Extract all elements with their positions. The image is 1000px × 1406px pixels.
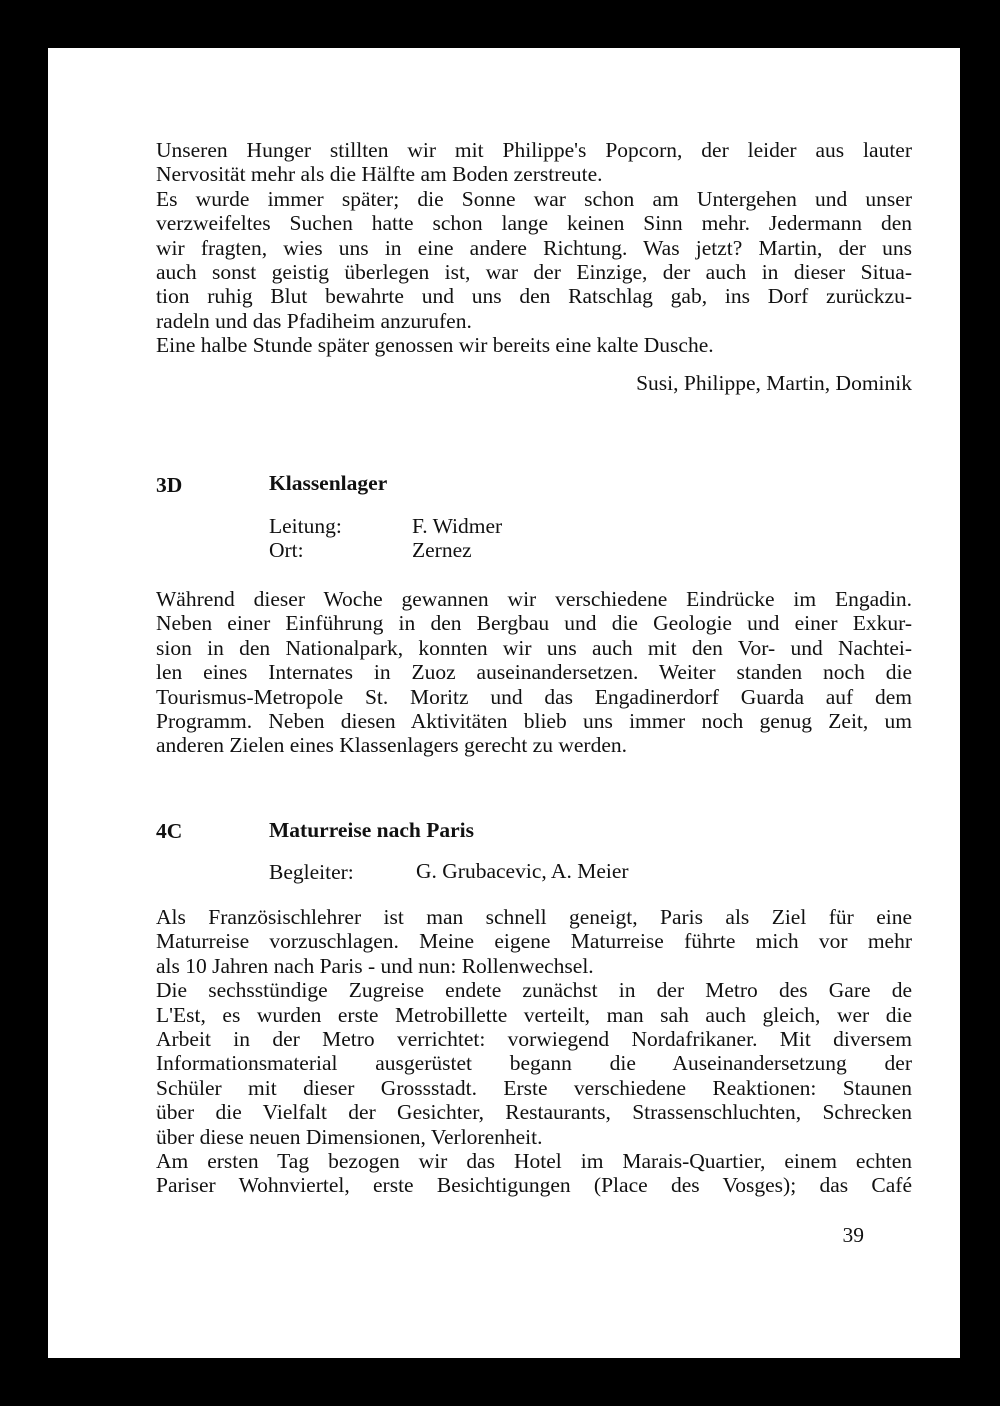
begleiter-label: Begleiter:: [269, 860, 354, 884]
signature: Susi, Philippe, Martin, Dominik: [636, 371, 912, 395]
text-line: Die sechsstündige Zugreise endete zunächst in der Metro des Gare de: [156, 978, 912, 1003]
text-line: wir fragten, wies uns in eine andere Richtung. Was jetzt? Martin, der uns: [156, 235, 912, 260]
text-line: Maturreise vorzuschlagen. Meine eigene Maturreise führte mich vor mehr: [156, 929, 912, 954]
section-title: Maturreise nach Paris: [269, 818, 475, 842]
text-line: len eines Internates in Zuoz auseinandersetzen. Weiter standen noch die: [156, 660, 912, 685]
text-line: tion ruhig Blut bewahrte und uns den Ratschlag gab, ins Dorf zurückzu-: [156, 284, 912, 309]
text-line: Arbeit in der Metro verrichtet: vorwiegend Nordafrikaner. Mit diversem: [156, 1027, 912, 1052]
text-line: auch sonst geistig überlegen ist, war der Einzige, der auch in dieser Situa-: [156, 260, 912, 285]
text-line: sion in den Nationalpark, konnten wir uns auch mit den Vor- und Nachtei-: [156, 635, 912, 660]
text-line: Als Französischlehrer ist man schnell geneigt, Paris als Ziel für eine: [156, 905, 912, 929]
text-line: anderen Zielen eines Klassenlagers gerecht zu werden.: [156, 733, 627, 758]
document-page: [48, 48, 960, 1358]
text-line: Informationsmaterial ausgerüstet begann die Auseinandersetzung der: [156, 1051, 912, 1076]
text-line: verzweifeltes Suchen hatte schon lange keinen Sinn mehr. Jedermann den: [156, 211, 912, 236]
text-line: Pariser Wohnviertel, erste Besichtigungen (Place des Vosges); das Café: [156, 1173, 912, 1198]
text-line: Programm. Neben diesen Aktivitäten blieb uns immer noch genug Zeit, um: [156, 709, 912, 734]
text-line: über die Vielfalt der Gesichter, Restaurants, Strassenschluchten, Schrecken: [156, 1100, 912, 1125]
text-line: Am ersten Tag bezogen wir das Hotel im Marais-Quartier, einem echten: [156, 1149, 912, 1174]
section-4c-paragraph: [156, 905, 912, 1198]
text-line: Während dieser Woche gewannen wir verschiedene Eindrücke im Engadin.: [156, 587, 912, 611]
text-line: Neben einer Einführung in den Bergbau und die Geologie und einer Exkur-: [156, 611, 912, 636]
text-line: Tourismus-Metropole St. Moritz und das Engadinerdorf Guarda auf dem: [156, 684, 912, 709]
section-number: 3D: [156, 473, 183, 497]
begleiter-value: G. Grubacevic, A. Meier: [416, 859, 629, 883]
text-line: Unseren Hunger stillten wir mit Philippe's Popcorn, der leider aus lauter: [156, 138, 912, 162]
text-line: Eine halbe Stunde später genossen wir bereits eine kalte Dusche.: [156, 333, 714, 358]
text-line: als 10 Jahren nach Paris - und nun: Rollenwechsel.: [156, 953, 594, 978]
text-line: über diese neuen Dimensionen, Verlorenheit.: [156, 1124, 543, 1149]
text-line: L'Est, es wurden erste Metrobillette verteilt, man sah auch gleich, wer die: [156, 1002, 912, 1027]
section-title: Klassenlager: [269, 471, 388, 495]
intro-paragraph: [156, 138, 912, 358]
text-line: radeln und das Pfadiheim anzurufen.: [156, 308, 472, 333]
ort-value: Zernez: [412, 538, 472, 562]
section-number: 4C: [156, 819, 183, 843]
text-line: Nervosität mehr als die Hälfte am Boden zerstreute.: [156, 162, 603, 187]
text-line: Schüler mit dieser Grossstadt. Erste verschiedene Reaktionen: Staunen: [156, 1075, 912, 1100]
text-line: Es wurde immer später; die Sonne war schon am Untergehen und unser: [156, 186, 912, 211]
leitung-label: Leitung:: [269, 514, 342, 538]
ort-label: Ort:: [269, 538, 304, 562]
page-number: 39: [842, 1223, 864, 1247]
section-3d-paragraph: [156, 587, 912, 758]
leitung-value: F. Widmer: [412, 514, 503, 538]
